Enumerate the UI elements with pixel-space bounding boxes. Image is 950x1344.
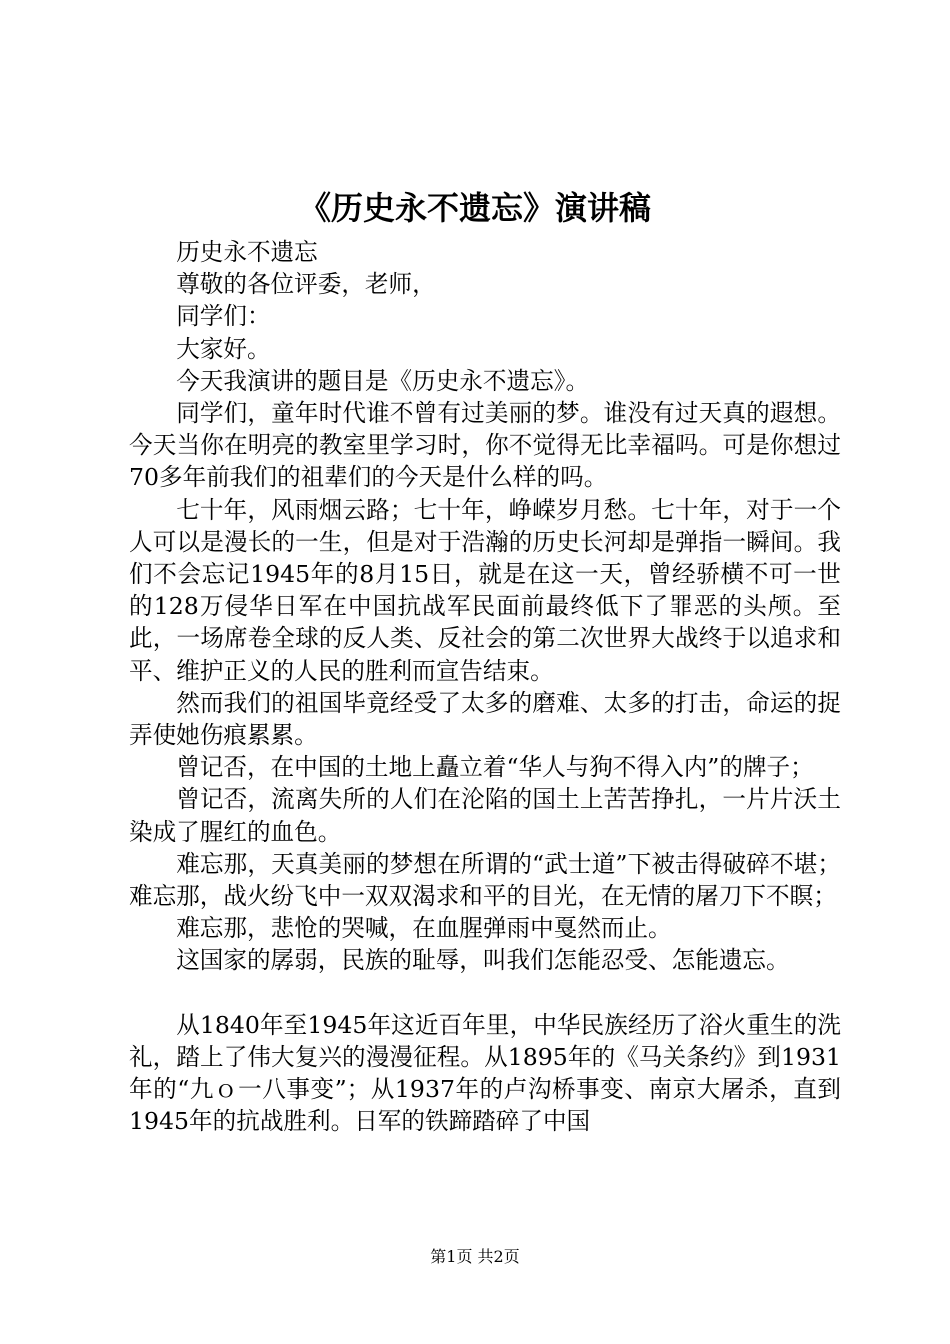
document-body (129, 236, 841, 1138)
paragraph: 然而我们的祖国毕竟经受了太多的磨难、太多的打击，命运的捉弄使她伤痕累累。 (129, 688, 841, 750)
page-number-footer: 第1页 共2页 (430, 1247, 520, 1266)
paragraph: 大家好。 (176, 334, 271, 363)
paragraph: 历史永不遗忘 (176, 238, 318, 266)
paragraph: 七十年，风雨烟云路；七十年，峥嵘岁月愁。七十年，对于一个人可以是漫长的一生，但是对于浩瀚的历史长河却是弹指一瞬间。我们不会忘记1945年的8月15日，就是在这一天，曾经骄横不可一世的128万侵华日军在中国抗战军民面前最终低下了罪恶的头颅。至此，一场席卷全球的反人类、反社会的第二次世界大战终于以追求和平、维护正义的人民的胜利而宣告结束。 (129, 495, 841, 685)
document-title: 《历史永不遗忘》演讲稿 (298, 189, 651, 227)
blank-paragraph (129, 977, 841, 1009)
paragraph: 曾记否，在中国的土地上矗立着“华人与狗不得入内”的牌子； (176, 753, 814, 782)
paragraph: 难忘那，天真美丽的梦想在所谓的“武士道”下被击得破碎不堪；难忘那，战火纷飞中一双双渴求和平的目光，在无情的屠刀下不瞑； (129, 849, 841, 911)
paragraph: 今天我演讲的题目是《历史永不遗忘》。 (176, 366, 590, 395)
paragraph: 曾记否，流离失所的人们在沦陷的国土上苦苦挣扎，一片片沃土染成了腥红的血色。 (129, 785, 841, 846)
paragraph: 从1840年至1945年这近百年里，中华民族经历了浴火重生的洗礼，踏上了伟大复兴的漫漫征程。从1895年的《马关条约》到1931年的“九ｏ一八事变”；从1937年的卢沟桥事变、南京大屠杀，直到1945年的抗战胜利。日军的铁蹄踏碎了中国 (129, 1010, 841, 1136)
paragraph: 尊敬的各位评委，老师， (176, 270, 436, 299)
paragraph: 同学们： (176, 302, 271, 331)
paragraph: 这国家的孱弱，民族的耻辱，叫我们怎能忍受、怎能遗忘。 (176, 946, 790, 975)
paragraph: 难忘那，悲怆的哭喊，在血腥弹雨中戛然而止。 (176, 914, 672, 943)
paragraph: 同学们，童年时代谁不曾有过美丽的梦。谁没有过天真的遐想。今天当你在明亮的教室里学习时，你不觉得无比幸福吗。可是你想过70多年前我们的祖辈们的今天是什么样的吗。 (129, 399, 841, 492)
